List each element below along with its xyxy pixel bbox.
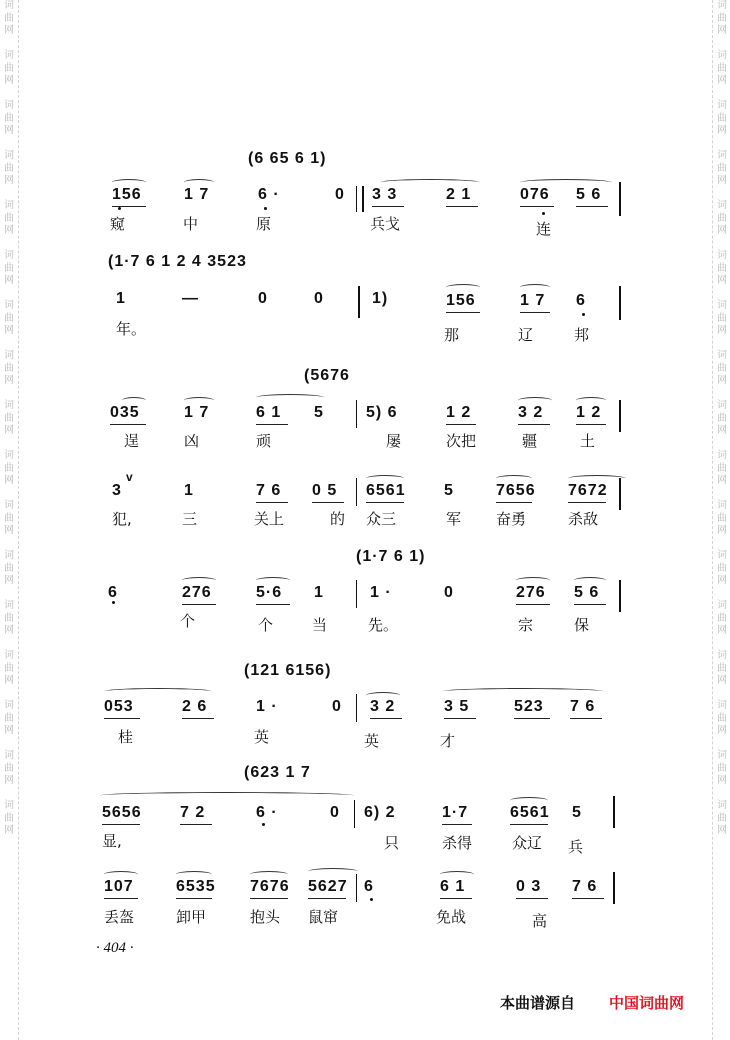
note-group: 276 bbox=[182, 584, 212, 601]
intro-row-3: (5676 bbox=[304, 367, 350, 384]
note-group: 5656 bbox=[102, 804, 142, 821]
note-group: 6 1 bbox=[440, 878, 466, 895]
note-group: 035 bbox=[110, 404, 140, 421]
note-group: 7672 bbox=[568, 482, 608, 499]
underline bbox=[366, 502, 404, 503]
note-group: — bbox=[182, 290, 199, 307]
breath-mark: v bbox=[126, 470, 134, 484]
note-group: 6561 bbox=[510, 804, 550, 821]
lyric: 杀敌 bbox=[568, 510, 599, 528]
lyric: 卸甲 bbox=[176, 908, 207, 926]
underline bbox=[180, 824, 212, 825]
barline bbox=[362, 186, 364, 212]
note-group: 5 bbox=[314, 404, 324, 421]
underline bbox=[104, 898, 138, 899]
slur bbox=[518, 397, 552, 404]
slur bbox=[256, 394, 324, 401]
note-group: 0 bbox=[444, 584, 454, 601]
note-group: 2 6 bbox=[182, 698, 208, 715]
underline bbox=[102, 824, 140, 825]
lyric: 才 bbox=[440, 732, 456, 750]
underline bbox=[518, 424, 550, 425]
underline bbox=[250, 898, 288, 899]
octave-dot bbox=[264, 207, 267, 210]
slur bbox=[182, 577, 216, 584]
lyric: 宗 bbox=[518, 616, 534, 634]
lyric: 三 bbox=[182, 510, 198, 528]
note-group: 1 bbox=[184, 482, 194, 499]
note-group: 6 · bbox=[256, 804, 278, 821]
intro-row-5: (1·7 6 1) bbox=[356, 548, 426, 565]
lyric: 只 bbox=[384, 834, 400, 852]
lyric: 先。 bbox=[368, 616, 399, 634]
underline bbox=[370, 718, 402, 719]
note-group: 1 7 bbox=[184, 186, 210, 203]
underline bbox=[182, 604, 216, 605]
slur bbox=[104, 688, 212, 695]
note-group: 3 2 bbox=[518, 404, 544, 421]
lyric: 保 bbox=[574, 616, 590, 634]
note-group: 3 3 bbox=[372, 186, 398, 203]
barline bbox=[356, 186, 357, 212]
underline bbox=[440, 898, 472, 899]
watermark-right: 词曲网 词曲网 词曲网 词曲网 词曲网 词曲网 词曲网 词曲网 词曲网 词曲网 词曲网 词曲网 词曲网 词曲网 词曲网 词曲网 词曲网 bbox=[712, 0, 729, 1040]
barline bbox=[356, 478, 357, 506]
note-group: 6561 bbox=[366, 482, 406, 499]
note-group: 0 bbox=[330, 804, 340, 821]
note-group: 7 2 bbox=[180, 804, 206, 821]
lyric: 犯, bbox=[112, 510, 132, 528]
lyric: 屡 bbox=[386, 432, 402, 450]
lyric: 军 bbox=[446, 510, 462, 528]
underline bbox=[446, 206, 478, 207]
underline bbox=[110, 424, 146, 425]
underline bbox=[516, 604, 550, 605]
note-group: 6535 bbox=[176, 878, 216, 895]
underline bbox=[576, 206, 608, 207]
underline bbox=[572, 898, 604, 899]
footer-source-text: 本曲谱源自 bbox=[500, 994, 576, 1012]
underline bbox=[576, 424, 606, 425]
note-group: 0 3 bbox=[516, 878, 542, 895]
note-group: 1 · bbox=[256, 698, 278, 715]
slur bbox=[510, 797, 548, 804]
note-group: 523 bbox=[514, 698, 544, 715]
note-group: 5·6 bbox=[256, 584, 283, 601]
barline bbox=[358, 286, 360, 318]
underline bbox=[444, 718, 476, 719]
underline bbox=[574, 604, 606, 605]
note-group: 1 7 bbox=[184, 404, 210, 421]
note-group: 0 5 bbox=[312, 482, 338, 499]
slur bbox=[184, 179, 214, 186]
lyric: 疆 bbox=[522, 432, 538, 450]
lyric: 当 bbox=[312, 616, 328, 634]
note-group: 0 bbox=[258, 290, 268, 307]
note-group: 1·7 bbox=[442, 804, 469, 821]
underline bbox=[520, 312, 550, 313]
note-group: 5 6 bbox=[576, 186, 602, 203]
underline bbox=[256, 502, 288, 503]
lyric: 关上 bbox=[254, 510, 285, 528]
watermark-left: 词曲网 词曲网 词曲网 词曲网 词曲网 词曲网 词曲网 词曲网 词曲网 词曲网 词曲网 词曲网 词曲网 词曲网 词曲网 词曲网 词曲网 bbox=[2, 0, 19, 1040]
octave-dot bbox=[112, 601, 115, 604]
note-group: 5) 6 bbox=[366, 404, 398, 421]
underline bbox=[372, 206, 404, 207]
lyric: 的 bbox=[330, 510, 346, 528]
note-group: 3 2 bbox=[370, 698, 396, 715]
lyric: 桂 bbox=[118, 728, 134, 746]
lyric: 辽 bbox=[518, 326, 534, 344]
lyric: 抱头 bbox=[250, 908, 281, 926]
note-group: 0 bbox=[335, 186, 345, 203]
underline bbox=[446, 312, 480, 313]
note-group: 7 6 bbox=[256, 482, 282, 499]
lyric: 中 bbox=[183, 215, 199, 233]
slur bbox=[112, 179, 146, 186]
note-group: 276 bbox=[516, 584, 546, 601]
slur bbox=[516, 577, 550, 584]
slur bbox=[100, 792, 354, 799]
lyric: 英 bbox=[254, 728, 270, 746]
slur bbox=[184, 397, 214, 404]
underline bbox=[112, 206, 146, 207]
lyric: 丢盔 bbox=[104, 908, 135, 926]
lyric: 兵戈 bbox=[370, 215, 401, 233]
lyric: 顽 bbox=[256, 432, 272, 450]
lyric: 连 bbox=[536, 220, 552, 238]
note-group: 1 2 bbox=[576, 404, 602, 421]
intro-row-1: (6 65 6 1) bbox=[248, 150, 327, 167]
lyric: 显, bbox=[102, 832, 122, 850]
page-number: · 404 · bbox=[96, 940, 134, 956]
lyric: 逞 bbox=[124, 432, 140, 450]
slur bbox=[442, 688, 604, 695]
note-group: 1 bbox=[314, 584, 324, 601]
underline bbox=[308, 898, 346, 899]
barline bbox=[613, 872, 615, 904]
note-group: 6 bbox=[108, 584, 118, 601]
underline bbox=[520, 206, 554, 207]
slur bbox=[520, 284, 550, 291]
slur bbox=[366, 475, 404, 482]
barline bbox=[356, 580, 357, 608]
note-group: 1) bbox=[372, 290, 389, 307]
note-group: 7 6 bbox=[572, 878, 598, 895]
slur bbox=[496, 475, 532, 482]
note-group: 0 bbox=[332, 698, 342, 715]
underline bbox=[312, 502, 344, 503]
underline bbox=[256, 424, 288, 425]
note-group: 5 bbox=[572, 804, 582, 821]
intro-row-2: (1·7 6 1 2 4 3523 bbox=[108, 253, 247, 270]
slur bbox=[574, 577, 606, 584]
underline bbox=[104, 718, 140, 719]
note-group: 0 bbox=[314, 290, 324, 307]
note-group: 6 · bbox=[258, 186, 280, 203]
barline bbox=[619, 478, 621, 510]
slur bbox=[440, 871, 474, 878]
intro-row-6: (121 6156) bbox=[244, 662, 332, 679]
slur bbox=[176, 871, 212, 878]
note-group: 6 bbox=[364, 878, 374, 895]
lyric: 奋勇 bbox=[496, 510, 527, 528]
note-group: 107 bbox=[104, 878, 134, 895]
slur bbox=[568, 475, 626, 482]
lyric: 次把 bbox=[446, 432, 477, 450]
lyric: 凶 bbox=[184, 432, 200, 450]
note-group: 7656 bbox=[496, 482, 536, 499]
note-group: 7676 bbox=[250, 878, 290, 895]
underline bbox=[442, 824, 472, 825]
slur bbox=[446, 284, 480, 291]
note-group: 7 6 bbox=[570, 698, 596, 715]
barline bbox=[356, 400, 357, 428]
lyric: 个 bbox=[258, 616, 274, 634]
barline bbox=[619, 286, 621, 320]
underline bbox=[514, 718, 550, 719]
lyric: 鼠窜 bbox=[308, 908, 339, 926]
octave-dot bbox=[370, 898, 373, 901]
note-group: 3 bbox=[112, 482, 122, 499]
note-group: 6) 2 bbox=[364, 804, 396, 821]
slur bbox=[380, 179, 480, 186]
slur bbox=[520, 179, 612, 186]
lyric: 杀得 bbox=[442, 834, 473, 852]
note-group: 5 6 bbox=[574, 584, 600, 601]
underline bbox=[496, 502, 532, 503]
lyric: 个 bbox=[180, 612, 196, 630]
note-group: 3 5 bbox=[444, 698, 470, 715]
note-group: 076 bbox=[520, 186, 550, 203]
octave-dot bbox=[262, 823, 265, 826]
footer-site-link[interactable]: 中国词曲网 bbox=[609, 994, 685, 1012]
intro-row-7: (623 1 7 bbox=[244, 764, 311, 781]
underline bbox=[446, 424, 476, 425]
underline bbox=[570, 718, 602, 719]
note-group: 2 1 bbox=[446, 186, 472, 203]
lyric: 那 bbox=[444, 326, 460, 344]
lyric: 窥 bbox=[110, 215, 126, 233]
barline bbox=[356, 694, 357, 722]
lyric: 高 bbox=[532, 912, 548, 930]
barline bbox=[356, 874, 357, 902]
note-group: 6 bbox=[576, 292, 586, 309]
lyric: 原 bbox=[256, 215, 272, 233]
lyric: 众辽 bbox=[512, 834, 543, 852]
note-group: 1 7 bbox=[520, 292, 546, 309]
barline bbox=[619, 400, 621, 432]
note-group: 156 bbox=[112, 186, 142, 203]
underline bbox=[256, 604, 290, 605]
note-group: 6 1 bbox=[256, 404, 282, 421]
lyric: 英 bbox=[364, 732, 380, 750]
octave-dot bbox=[118, 207, 121, 210]
lyric: 免战 bbox=[436, 908, 467, 926]
underline bbox=[176, 898, 212, 899]
lyric: 邦 bbox=[574, 326, 590, 344]
note-group: 156 bbox=[446, 292, 476, 309]
slur bbox=[308, 868, 358, 875]
slur bbox=[250, 871, 288, 878]
note-group: 5 bbox=[444, 482, 454, 499]
barline bbox=[354, 800, 355, 828]
barline bbox=[619, 580, 621, 612]
slur bbox=[104, 871, 138, 878]
note-group: 1 · bbox=[370, 584, 392, 601]
underline bbox=[568, 502, 606, 503]
note-group: 053 bbox=[104, 698, 134, 715]
underline bbox=[182, 718, 214, 719]
note-group: 1 bbox=[116, 290, 126, 307]
barline bbox=[619, 182, 621, 216]
lyric: 年。 bbox=[116, 320, 147, 338]
octave-dot bbox=[582, 313, 585, 316]
underline bbox=[510, 824, 548, 825]
lyric: 兵 bbox=[568, 838, 584, 856]
underline bbox=[516, 898, 548, 899]
lyric: 众三 bbox=[366, 510, 397, 528]
octave-dot bbox=[542, 212, 545, 215]
note-group: 1 2 bbox=[446, 404, 472, 421]
slur bbox=[576, 397, 606, 404]
barline bbox=[613, 796, 615, 828]
slur bbox=[122, 397, 146, 404]
slur bbox=[256, 577, 290, 584]
note-group: 5627 bbox=[308, 878, 348, 895]
lyric: 土 bbox=[580, 432, 596, 450]
